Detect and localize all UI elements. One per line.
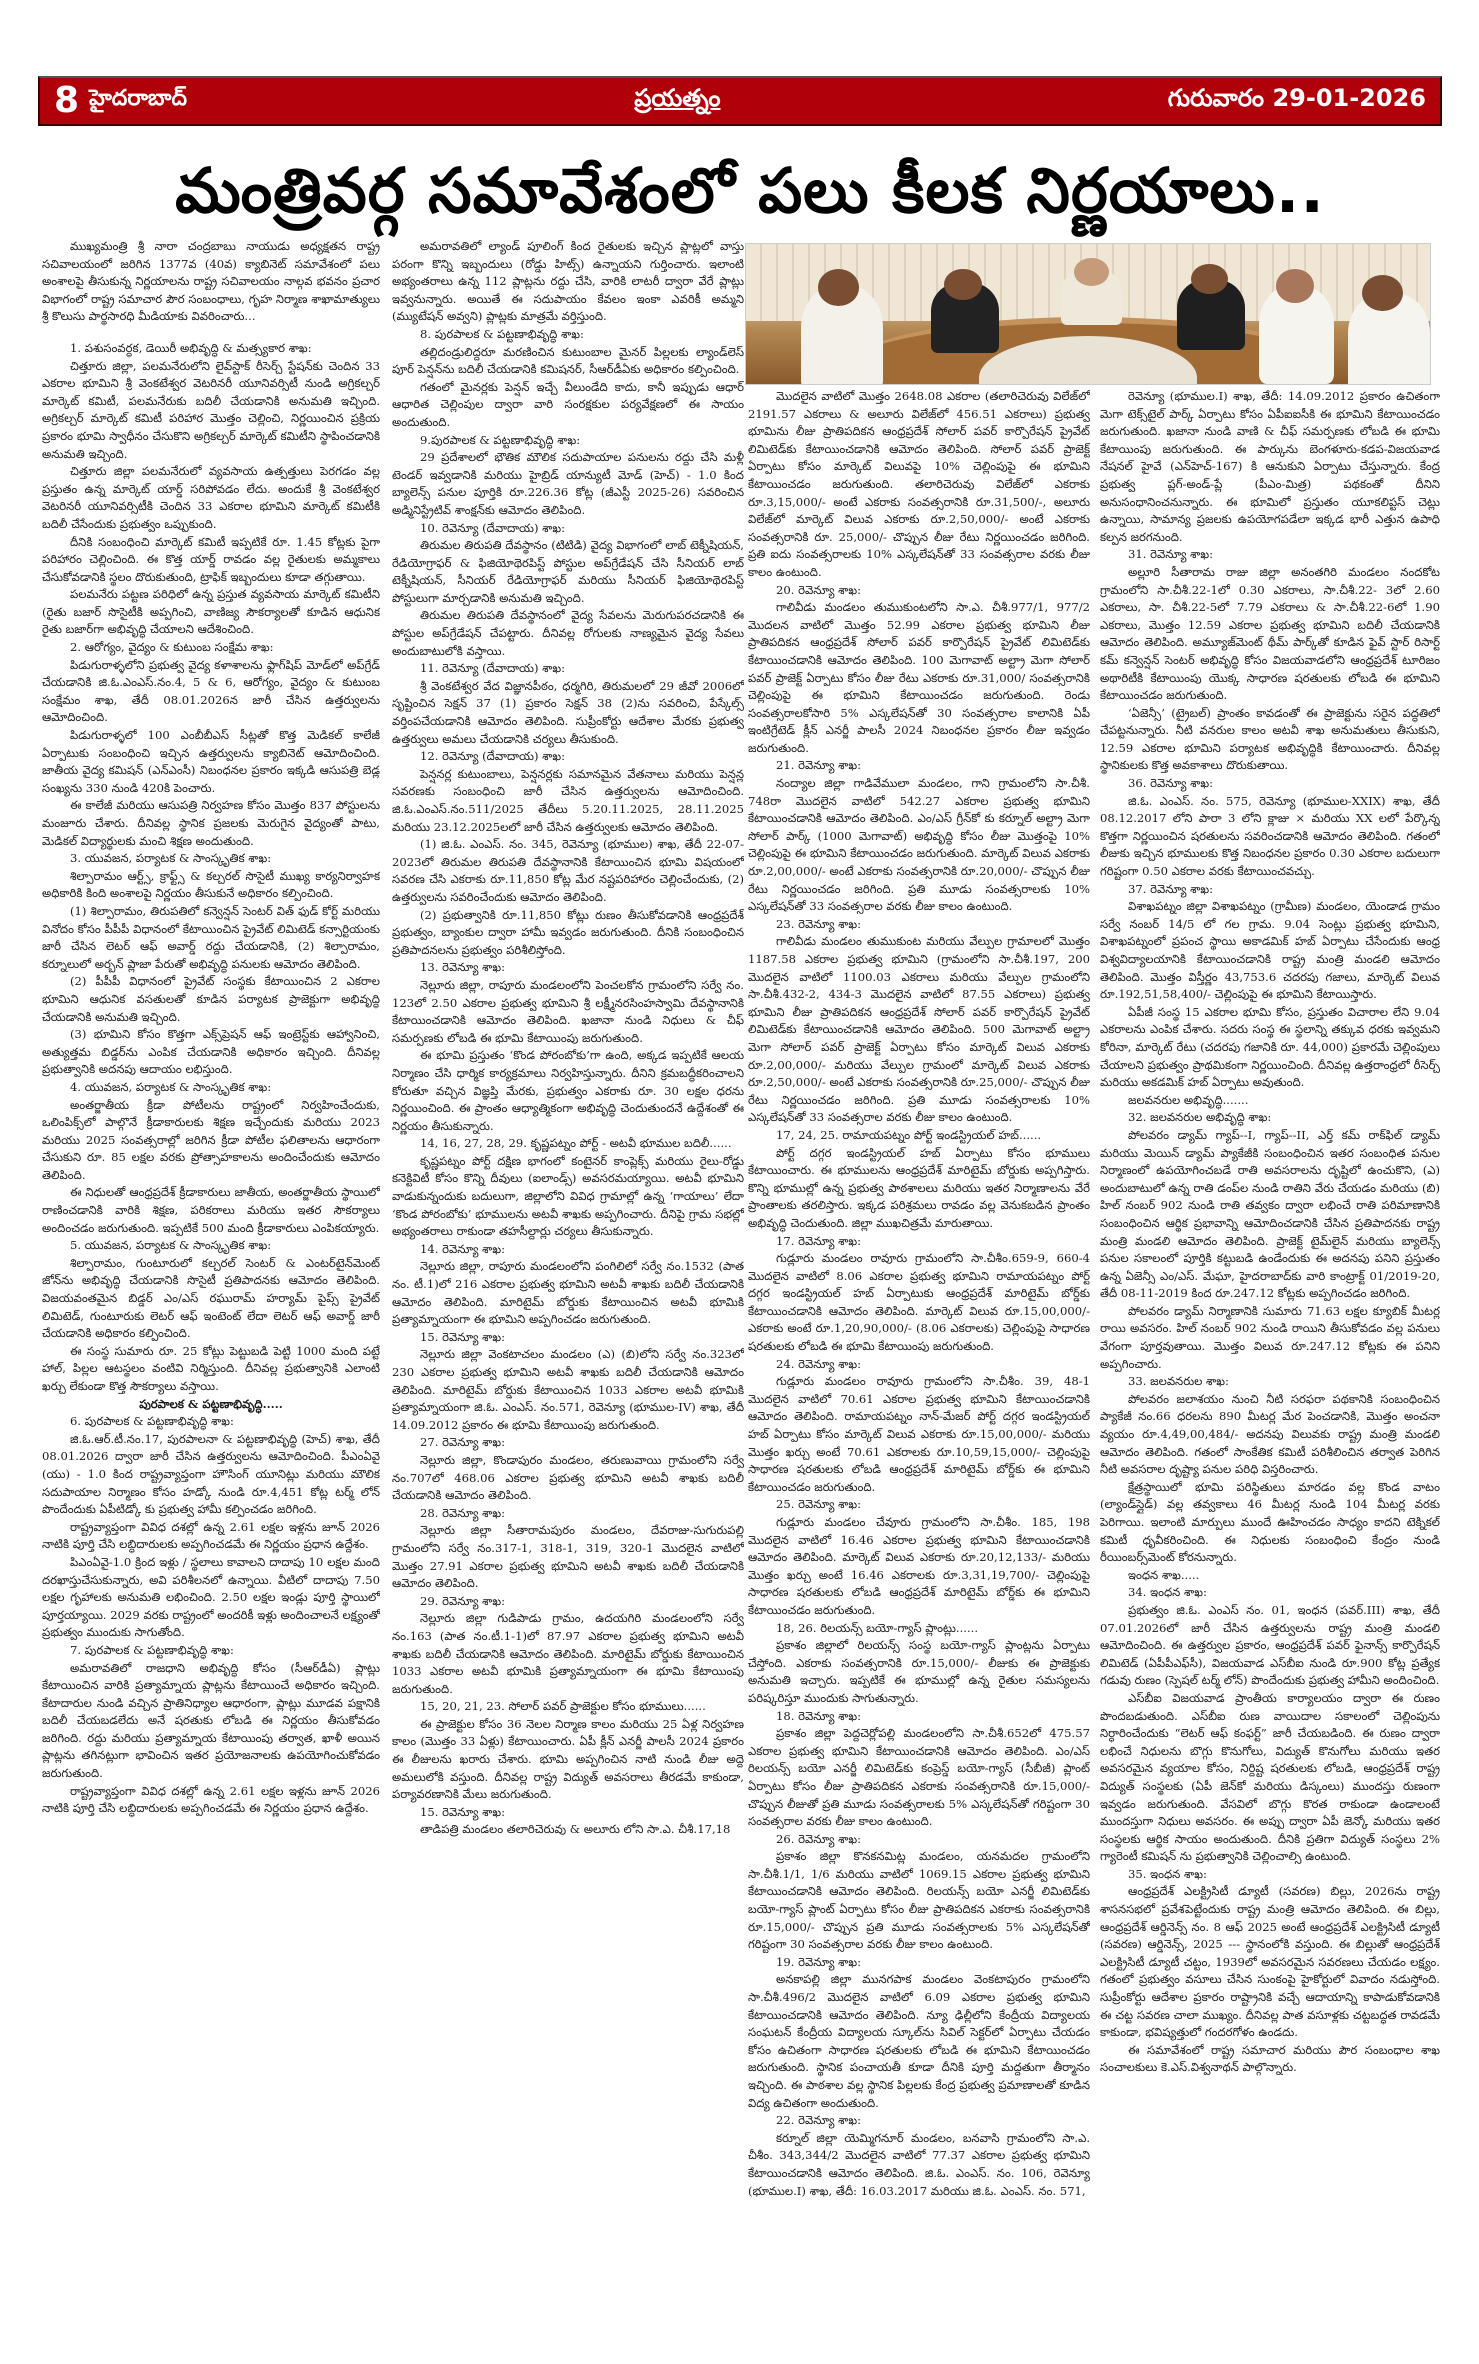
- masthead-banner: [38, 76, 1442, 126]
- article-paragraph: అంతర్జాతీయ క్రీడా పోటీలను రాష్ట్రంలో నిర్వహించేందుకు, ఒలింపిక్స్‌లో పాల్గొనే క్రీడాకారులకు శిక్షణ ఇచ్చేందుకు మరియు 2023 మరియు 2025 సంవత్సరాల్లో జరిగిన క్రీడా పోటీల ఫలితాలను ఆధారంగా చేసుకుని రూ. 85 లక్షల వరకు ప్రోత్సాహకాలను అందించేందుకు ఆమోదం తెలిపింది.: [42, 1097, 380, 1182]
- article-paragraph: చిత్తూరు జిల్లా పలమనేరులో వ్యవసాయ ఉత్పత్తులు పెరగడం వల్ల ప్రస్తుతం ఉన్న మార్కెట్ యార్డ్ సరిపోవడం లేదు. అందుకే శ్రీ వెంకటేశ్వర వెటరినరీ యూనివర్సిటీకి చెందిన 33 ఎకరాల భూమిని మార్కెట్ కమిటీకి బదిలీ చేసేందుకు ప్రభుత్వం ఒప్పుకుంది.: [42, 464, 380, 531]
- article-column-3: [748, 388, 1090, 2278]
- edition-date: గురువారం 29-01-2026: [1167, 84, 1426, 112]
- section-heading: 12. రెవెన్యూ (దేవాదాయ) శాఖ:: [420, 749, 566, 764]
- article-paragraph: ఈ సమావేశంలో రాష్ట్ర సమాచార మరియు పౌర సంబంధాల శాఖ సంచాలకులు కె.ఎస్.విశ్వనాథన్ పాల్గొన్నారు.: [1100, 2042, 1440, 2075]
- article-paragraph: (1) జి.ఓ. ఎంఎస్. నం. 345, రెవెన్యూ (భూముల) శాఖ, తేదీ 22-07-2023లో తిరుమల తిరుపతి దేవస్థానానికి కేటాయించిన భూమి విషయంలో సవరణ చేసి ఎకరాకు రూ.11,850 కోట్ల మేర నష్టపరిహారం చెల్లించేందుకు, (2) ఉత్తర్వులను సవరించేందుకు ఆమోదం తెలిపింది.: [392, 837, 744, 904]
- article-paragraph: శిల్పారామం, గుంటూరులో కల్చరల్ సెంటర్ & ఎంటర్‌టైన్‌మెంట్ జోన్‌ను అభివృద్ధి చేయడానికి సొసైటీ ప్రతిపాదనకు ఆమోదం తెలిపింది. విజయవంతమైన బిడ్డర్ ఎం/ఎస్ రఘురామ్ హర్యామ్ పైప్స్ ప్రైవేట్ లిమిటెడ్, గుంటూరుకు లెటర్ ఆఫ్ ఇంటెంట్ లేదా లెటర్ ఆఫ్ అవార్డ్ జారీ చేయడానికి అధికారం కల్పించింది.: [42, 1255, 380, 1341]
- article-paragraph: పెన్షనర్ల కుటుంబాలు, పెన్షనర్లకు సమానమైన వేతనాలు మరియు పెన్షన్ల సవరణకు సంబంధించి జారీ చేసిన ఉత్తర్వులను ఆమోదించింది. జి.ఓ.ఎంఎస్.నం.511/2025 తేదీలు 5.20.11.2025, 28.11.2025 మరియు 23.12.2025లలో జారీ చేసిన ఉత్తర్వులకు ఆమోదం తెలిపింది.: [392, 766, 744, 834]
- section-heading: 15, 20, 21, 23. సోలార్ పవర్ ప్రాజెక్టుల కోసం భూములు......: [420, 1699, 706, 1714]
- section-heading: 13. రెవెన్యూ శాఖ:: [420, 960, 506, 975]
- section-heading: 35. ఇంధన శాఖ:: [1128, 1866, 1207, 1881]
- article-paragraph: తల్లిదండ్రులిద్దరూ మరణించిన కుటుంబాల మైనర్ పిల్లలకు ల్యాండ్‌లెస్ పూర్ పెన్షన్‌ను బదిలీ చేయడానికి కమిషనర్, సీఆర్‌డీఏకు అధికారం కల్పించింది.: [392, 344, 744, 377]
- article-paragraph: క్షేత్రస్థాయిలో భూమి పరిస్థితులు మారడం వల్ల కొండ వాటం (ల్యాండ్‌స్లైడ్) వల్ల తవ్వకాలు 46 మీటర్ల నుండి 104 మీటర్ల వరకు పెరిగాయి. ఇలాంటి మార్పులు ముందే ఊహించడం సాధ్యం కాదని టెక్నికల్ కమిటీ ధృవీకరించింది. ఈ నిధులకు సంబంధించి కేంద్రం నుండి రీయింబర్స్‌మెంట్ కోరనున్నారు.: [1100, 1479, 1440, 1565]
- article-paragraph: నెల్లూరు జిల్లా గుడిపాడు గ్రామం, ఉదయగిరి మండలంలోని సర్వే నం.163 (పాత నం.టీ.1-1)లో 87.97 ఎకరాల ప్రభుత్వ భూమిని అటవీ శాఖకు బదిలీ చేయడానికి ఆమోదం తెలిపింది. మారిటైమ్ బోర్డుకు కేటాయించిన 1033 ఎకరాల అటవీ భూమికి ప్రత్యామ్నాయంగా ఈ భూమి కేటాయింపు జరుగుతుంది.: [392, 1611, 744, 1696]
- section-heading: 11. రెవెన్యూ (దేవాదాయ) శాఖ:: [420, 661, 566, 676]
- article-paragraph: ఈ నిధులతో ఆంధ్రప్రదేశ్ క్రీడాకారులు జాతీయ, అంతర్జాతీయ స్థాయిలో రాణించడానికి వారికి శిక్షణ, పరికరాలు మరియు ఇతర సౌకర్యాలు అందించడం జరుగుతుంది. ఇప్పటికే 500 మంది క్రీడాకారులు ఎంపికయ్యారు.: [42, 1185, 380, 1235]
- article-paragraph: ఈ సంస్థ సుమారు రూ. 25 కోట్లు పెట్టుబడి పెట్టి 1000 మంది పట్టే హాల్, పిల్లల ఆటస్థలం వంటివి నిర్మిస్తుంది. దీనివల్ల ప్రభుత్వానికి ఎలాంటి ఖర్చు లేకుండా కొత్త సౌకర్యాలు వస్తాయి.: [42, 1343, 380, 1393]
- article-paragraph: దీనికి సంబంధించి మార్కెట్ కమిటీ ఇప్పటికే రూ. 1.45 కోట్లకు పైగా పరిహారం చెల్లించింది. ఈ కొత్త యార్డ్ రావడం వల్ల రైతులకు అమ్మకాలు చేసుకోవడానికి స్థలం దొరుకుతుంది, ట్రాఫిక్ ఇబ్బందులు కూడా తగ్గుతాయి.: [42, 534, 380, 584]
- article-paragraph: కృష్ణపట్నం పోర్ట్ దక్షిణ భాగంలో కంటైనర్ కాంప్లెక్స్ మరియు రైలు-రోడ్డు కనెక్టివిటీ కోసం కొన్ని దీవులు (ఐలాండ్స్) అవసరమయ్యాయి. అటవీ భూమిని వాడుకున్నందుకు బదులుగా, జిల్లాలోని వివిధ గ్రామాల్లో ఉన్న ‘గాయాలు’ లేదా ‘కొండ పోరంబోకు’ భూములను అటవీ శాఖకు అప్పగించారు. దీనిపై గ్రామ సభల్లో అభ్యంతరాలు రాకుండా తహసీల్దార్లు చర్యలు తీసుకున్నారు.: [392, 1153, 744, 1239]
- article-paragraph: ఈ భూమి ప్రస్తుతం ‘కొండ పోరంబోకు’గా ఉంది, అక్కడ ఇప్పటికే ఆలయ నిర్మాణం చేసి ధార్మిక కార్యక్రమాలు నిర్వహిస్తున్నారు. దీనిని క్రమబద్ధీకరించాలని కోరుతూ వచ్చిన విజ్ఞప్తి మేరకు, ప్రభుత్వం ఎకరాకు రూ. 30 లక్షల ధరను నిర్ణయించింది. ఈ ప్రాంతం ఆధ్యాత్మికంగా అభివృద్ధి చెందుతుందనే ఉద్దేశంతో ఈ నిర్ణయం తీసుకున్నారు.: [392, 1048, 744, 1133]
- section-heading: 33. జలవనరుల శాఖ:: [1128, 1374, 1229, 1389]
- section-heading: 21. రెవెన్యూ శాఖ:: [776, 758, 862, 773]
- article-paragraph: (3) భూమిని కోసం కొత్తగా ఎక్స్‌ప్రెషన్ ఆఫ్ ఇంట్రెస్ట్‌కు ఆహ్వానించి, అత్యుత్తమ బిడ్డర్‌ను ఎంపిక చేయడానికి అధికారం ఇచ్చింది. దీనివల్ల ప్రభుత్వానికి అదనపు ఆదాయం లభిస్తుంది.: [42, 1027, 380, 1077]
- article-column-2: [392, 238, 744, 2278]
- article-paragraph: కర్నూల్ జిల్లా యెమ్మిగనూర్ మండలం, బనవాసి గ్రామంలోని సా.ఎ. చీశీం. 343,344/2 మొదలైన వాటిలో 77.37 ఎకరాల ప్రభుత్వ భూమిని కేటాయించడానికి ఆమోదం తెలిపింది. జి.ఓ. ఎంఎస్. నం. 106, రెవెన్యూ (భూముల.I) శాఖ, తేదీ: 16.03.2017 మరియు జి.ఓ. ఎంఎస్. నం. 571,: [748, 2130, 1090, 2198]
- edition-city: హైదరాబాద్: [89, 86, 188, 111]
- section-heading: 36. రెవెన్యూ శాఖ:: [1128, 776, 1214, 791]
- section-heading: 23. రెవెన్యూ శాఖ:: [776, 916, 862, 931]
- section-heading: 24. రెవెన్యూ శాఖ:: [776, 1356, 862, 1371]
- article-paragraph: ప్రకాశం జిల్లాలో రిలయన్స్ సంస్థ బయో-గ్యాస్ ప్లాంట్లను ఏర్పాటు చేస్తోంది. ఎకరాకు సంవత్సరానికి రూ.15,000/- లీజుకు ఈ ప్రాజెక్టుకు అనుమతి ఇచ్చారు. ఇప్పటికే ఈ భూముల్లో ఉన్న రైతుల సమస్యలను పరిష్కరిస్తూ ముందుకు సాగుతున్నారు.: [748, 1638, 1090, 1705]
- section-heading: 28. రెవెన్యూ శాఖ:: [420, 1505, 506, 1520]
- page-headline: మంత్రివర్గ సమావేశంలో పలు కీలక నిర్ణయాలు..: [175, 154, 1325, 227]
- article-paragraph: శ్రీ వెంకటేశ్వర వేద విజ్ఞానపీఠం, ధర్మగిరి, తిరుమలలో 29 జీవో 2006లో సృష్టించిన సెక్షన్ 37 (1) ప్రకారం సెక్షన్ 38 (2)ను సవరించి, పేస్కేల్స్ వర్తింపచేయడానికి ఆమోదం తెలిపింది. సుప్రీంకోర్టు ఆదేశాల మేరకు ప్రభుత్వ ఉత్తర్వులు అమలు చేయడానికి చర్యలు తీసుకుంది.: [392, 678, 744, 746]
- article-paragraph: జి.ఓ.ఆర్.టీ.నం.17, పురపాలనా & పట్టణాభివృద్ధి (హెచ్) శాఖ, తేదీ 08.01.2026 ద్వారా జారీ చేసిన ఉత్తర్వులను ఆమోదించింది. పీఎంఏవై (యు) - 1.0 కింద రాష్ట్రవ్యాప్తంగా హౌసింగ్ యూనిట్లు మరియు మౌలిక సదుపాయాల నిర్మాణం కోసం హడ్కో నుండి రూ.4,451 కోట్ల టర్మ్ లోన్ పొందేందుకు ఏపీటిడ్కో కు ప్రభుత్వ హామీ కల్పించడం జరిగింది.: [42, 1431, 380, 1517]
- page-number: 8: [54, 80, 80, 121]
- section-heading: 9.పురపాలక & పట్టణాభివృద్ధి శాఖ:: [420, 432, 581, 447]
- article-paragraph: ఏపీజీ సంస్థ 15 ఎకరాల భూమి కోసం, ప్రస్తుతం విచారాల లేని 9.04 ఎకరాలను ఎంపిక చేశారు. సదరు సంస్థ ఈ స్థలాన్ని తక్కువ ధరకు ఇవ్వమని కోరినా, మార్కెట్ రేటు (చదరపు గజానికి రూ. 44,000) ప్రకారమే చెల్లింపులు చేయాలని ప్రభుత్వం ప్రాథమికంగా నిర్ణయించింది. దీనివల్ల ఉత్తరాంధ్రలో రీసెర్చ్ మరియు అకడమిక్ హబ్ ఏర్పాటు అవుతుంది.: [1100, 1004, 1440, 1090]
- section-heading: 34. ఇంధన శాఖ:: [1128, 1585, 1207, 1600]
- article-paragraph: (2) ప్రభుత్వానికి రూ.11,850 కోట్లు రుణం తీసుకోవడానికి ఆంధ్రప్రదేశ్ ప్రభుత్వం, బ్యాంకుల ద్వారా హామీ ఇవ్వడం జరుగుతుంది. దీనికి సంబంధించిన ప్రతిపాదనలను ప్రభుత్వం పరిశీలిస్తోంది.: [392, 907, 744, 957]
- section-heading: 18. రెవెన్యూ శాఖ:: [776, 1708, 862, 1723]
- article-paragraph: ముఖ్యమంత్రి శ్రీ నారా చంద్రబాబు నాయుడు అధ్యక్షతన రాష్ట్ర సచివాలయంలో జరిగిన 1377వ (40వ) క్యాబినెట్ సమావేశంలో పలు అంశాలపై తీసుకున్న నిర్ణయాలను రాష్ట్ర సచివాలయం నాల్గవ భవనం ప్రచార విభాగంలో రాష్ట్ర సమాచార పౌర సంబంధాలు, గృహ నిర్మాణ శాఖామాత్యులు శ్రీ కొలుసు పార్థసారధి మీడియాకు వివరించారు...: [42, 239, 380, 324]
- newspaper-name: ప్రయత్నం: [634, 84, 721, 112]
- article-paragraph: గాలివీడు మండలం తుముకుంట మరియు వేల్పుల గ్రామాలలో మొత్తం 1187.58 ఎకరాల ప్రభుత్వ భూమిని (గ్రామంలోని సా.చీశీ.197, 200 మొదలైన వాటిలో 1100.03 ఎకరాలు మరియు వేల్పుల గ్రామంలోని సా.చీశీ.432-2, 434-3 మొదలైన వాటిలో 87.55 ఎకరాలు) ప్రభుత్వ భూమిని లీజు ప్రాతిపదికన ఆంధ్రప్రదేశ్ సోలార్ పవర్ కార్పొరేషన్ ప్రైవేట్ లిమిటెడ్‌కు కేటాయించడానికి ఆమోదం తెలిపింది. 500 మెగావాట్ అల్ట్రా మెగా సోలార్ పవర్ ప్రాజెక్ట్ ఏర్పాటు కోసం మార్కెట్ విలువ ఎకరాకు రూ.2,00,000/- మరియు వేల్పుల గ్రామంలో మార్కెట్ విలువ ఎకరాకు రూ.2,50,000/- అంటే ఎకరాకు సంవత్సరానికి రూ.25,000/- చొప్పున లీజు రేటు నిర్ణయించడం జరిగింది. ప్రతి మూడు సంవత్సరాలకు 10% ఎస్కలేషన్‌తో 33 సంవత్సరాల వరకు లీజు కాలం ఉంటుంది.: [748, 934, 1090, 1125]
- section-heading: 19. రెవెన్యూ శాఖ:: [776, 1954, 862, 1969]
- section-heading: 27. రెవెన్యూ శాఖ:: [420, 1435, 506, 1450]
- article-paragraph: నెల్లూరు జిల్లా, రాపూరు మండలంలోని పెంచలకోన గ్రామంలోని సర్వే నం. 123లో 2.50 ఎకరాల ప్రభుత్వ భూమిని శ్రీ లక్ష్మీనరసింహస్వామి దేవస్థానానికి కేటాయించడానికి ఆమోదం తెలిపింది. ఖజానా నుండి నిధులు & చీఫ్ సమర్పణకు లోబడి ఈ భూమి కేటాయింపు జరుగుతుంది.: [392, 977, 744, 1045]
- article-paragraph: 29 ప్రదేశాలలో భౌతిక మౌలిక సదుపాయాల పనులను రద్దు చేసి మళ్లీ టెండర్ ఇవ్వడానికి మరియు హైబ్రిడ్ యాన్యుటీ మోడ్ (హెచ్) - 1.0 కింద బ్యాలెన్స్ పనుల పూర్తికి రూ.226.36 కోట్ల (జీఎస్టీ 2025-26) సవరించిన అడ్మినిస్ట్రేటివ్ శాంక్షన్‌కు ఆమోదం తెలిపింది.: [392, 450, 744, 517]
- article-paragraph: ఈ కాలేజీ మరియు ఆసుపత్రి నిర్వహణ కోసం మొత్తం 837 పోస్టులను మంజూరు చేశారు. దీనివల్ల స్థానిక ప్రజలకు మెరుగైన వైద్యంతో పాటు, మెడికల్ విద్యార్థులకు మంచి శిక్షణ అందుతుంది.: [42, 798, 380, 848]
- section-heading: 31. రెవెన్యూ శాఖ:: [1128, 547, 1214, 562]
- article-paragraph: నంద్యాల జిల్లా గాడివేములా మండలం, గాని గ్రామంలోని సా.చీశీ. 748రా మొదలైన వాటిలో 542.27 ఎకరాల ప్రభుత్వ భూమిని కేటాయించడానికి ఆమోదం తెలిపింది. ఎం/ఎస్ గ్రీన్‌కో కు కర్నూల్ అల్ట్రా మెగా సోలార్ పార్క్ (1000 మెగావాట్) అభివృద్ధి కోసం లీజు మొత్తంపై 10% చెల్లింపుపై ఈ భూమిని కేటాయించడం జరుగుతుంది. మార్కెట్ విలువ ఎకరాకు రూ.2,00,000/- అంటే ఎకరాకు సంవత్సరానికి రూ.20,000/- చొప్పున లీజు రేటు నిర్ణయించడం జరిగింది. ప్రతి మూడు సంవత్సరాలకు 10% ఎస్కలేషన్‌తో 33 సంవత్సరాల వరకు లీజు కాలం ఉంటుంది.: [748, 776, 1090, 914]
- article-column-1: [42, 238, 380, 2278]
- section-heading: 18, 26. రిలయన్స్ బయో-గ్యాస్ ప్లాంట్లు......: [776, 1620, 979, 1635]
- article-paragraph: పిడుగురాళ్ళలో 100 ఎంబీబీఎస్ సీట్లతో కొత్త మెడికల్ కాలేజీ ఏర్పాటుకు సంబంధించి ఇచ్చిన ఉత్తర్వులను క్యాబినెట్ ఆమోదించింది. జాతీయ వైద్య కమిషన్ (ఎన్ఎంసీ) నిబంధనల ప్రకారం ఇక్కడి ఆసుపత్రి బెడ్ల సంఖ్యను 330 నుండి 420కి పెంచారు.: [42, 728, 380, 795]
- section-heading: 20. రెవెన్యూ శాఖ:: [776, 582, 862, 597]
- article-paragraph: ప్రకాశం జిల్లా పెద్దచెర్లోపల్లి మండలంలోని సా.చీశీ.652లో 475.57 ఎకరాల ప్రభుత్వ భూమిని కేటాయించడానికి ఆమోదం తెలిపింది. ఎం/ఎస్ రిలయన్స్ బయో ఎనర్జీ లిమిటెడ్‌కు కంప్రెస్డ్ బయో-గ్యాస్ (సీబీజీ) ప్లాంట్ ఏర్పాటు కోసం లీజు ప్రాతిపదికన ఎకరాకు సంవత్సరానికి రూ.15,000/- చొప్పున లీజుతో ప్రతి మూడు సంవత్సరాలకు 5% ఎస్కలేషన్‌తో గరిష్టంగా 30 సంవత్సరాల వరకు లీజు కాలం ఉంటుంది.: [748, 1726, 1090, 1829]
- section-heading: 8. పురపాలక & పట్టణాభివృద్ధి శాఖ:: [420, 326, 584, 341]
- article-paragraph: ప్రభుత్వం జి.ఓ. ఎంఎస్ నం. 01, ఇంధన (పవర్.III) శాఖ, తేదీ 07.01.2026లో జారీ చేసిన ఉత్తర్వులను రాష్ట్ర మంత్రి మండలి ఆమోదించింది. ఈ ఉత్తర్వుల ప్రకారం, ఆంధ్రప్రదేశ్ పవర్ ఫైనాన్స్ కార్పొరేషన్ లిమిటెడ్ (ఏపీపీఎఫ్‌సీ), విజయవాడ ఎస్‌బీఐ నుండి రూ.900 కోట్ల ప్రత్యేక గడువు రుణం (స్పెషల్ టర్మ్ లోన్) పొందేందుకు ప్రభుత్వ హామీని అందించింది.: [1100, 1602, 1440, 1688]
- article-paragraph: గతంలో మైనర్లకు పెన్షన్ ఇచ్చే వీలుండేది కాదు, కానీ ఇప్పుడు ఆధార్ ఆధారిత చెల్లింపుల ద్వారా వారి సంరక్షకుల పర్యవేక్షణలో ఈ సాయం అందుతుంది.: [392, 379, 744, 429]
- article-paragraph: ఆంధ్రప్రదేశ్ ఎలక్ట్రిసిటీ డ్యూటీ (సవరణ) బిల్లు, 2026ను రాష్ట్ర శాసనసభలో ప్రవేశపెట్టేందుకు రాష్ట్ర మంత్రి ఆమోదం తెలిపింది. ఈ బిల్లు, ఆంధ్రప్రదేశ్ ఆర్డినెన్స్ నం. 8 ఆఫ్ 2025 అంటే ఆంధ్రప్రదేశ్ ఎలక్ట్రిసిటీ డ్యూటీ (సవరణ) ఆర్డినెన్స్, 2025 --- స్థానంలోకి వస్తుంది. ఈ బిల్లుతో ఆంధ్రప్రదేశ్ ఎలక్ట్రిసిటీ డ్యూటీ చట్టం, 1939లో అవసరమైన సవరణలు చేయడం లక్ష్యం. గతంలో ప్రభుత్వం వసూలు చేసిన సుంకంపై హైకోర్టులో వివాదం నడుస్తోంది. సుప్రీంకోర్టు ఆదేశాల ప్రకారం రాష్ట్రానికి వచ్చే ఆదాయాన్ని కాపాడుకోవడానికి ఈ చట్ట సవరణ చాలా ముఖ్యం. దీనివల్ల పాత వసూళ్లకు చట్టబద్ధత రావడమే కాకుండా, భవిష్యత్తులో గందరగోళం ఉండదు.: [1100, 1884, 1440, 2040]
- article-paragraph: రెవెన్యూ (భూముల.I) శాఖ, తేదీ: 14.09.2012 ప్రకారం ఉచితంగా మెగా టెక్స్‌టైల్ పార్క్ ఏర్పాటు కోసం ఏపీఐఐసీకి ఈ భూమిని కేటాయించడం జరుగుతుంది. ఖజానా నుండి వాణి & చీఫ్ సమర్పణకు లోబడి ఈ భూమి కేటాయింపు జరుగుతుంది. ఈ పార్కును బెంగళూరు-కడప-విజయవాడ నేషనల్ హైవే (ఎన్‌హెచ్-167) కి ఆనుకుని ఏర్పాటు చేస్తున్నారు. కేంద్ర ప్రభుత్వ ప్లగ్-అండ్-ప్లే (పీఎం-మిత్ర) పథకంతో దీనిని అనుసంధానించనున్నారు. ఈ భూమిలో ప్రస్తుతం యూకలిప్టస్ చెట్లు ఉన్నాయి, సామాన్య ప్రజలకు ఉపయోగపడేలా ఇక్కడ భారీ ఎత్తున ఉపాధి కల్పన జరగనుంది.: [1100, 389, 1440, 544]
- section-heading: 14. రెవెన్యూ శాఖ:: [420, 1241, 506, 1256]
- masthead-left: [54, 80, 188, 121]
- section-heading: జలవనరుల అభివృద్ధి.......: [1128, 1092, 1249, 1107]
- article-body: [42, 238, 1440, 2278]
- section-heading: 4. యువజన, పర్యాటక & సాంస్కృతిక శాఖ:: [70, 1079, 272, 1094]
- article-paragraph: తిరుమల తిరుపతి దేవస్థానం (టిటిడి) వైద్య విభాగంలో లాబ్ టెక్నీషియన్, రేడియోగ్రాఫర్ & ఫిజియోథెరపిస్ట్ పోస్టుల అప్‌గ్రేడేషన్ చేసి సీనియర్ లాబ్ టెక్నీషియన్, సీనియర్ రేడియోగ్రాఫర్ మరియు సీనియర్ ఫిజియోథెరపిస్ట్ పోస్టులుగా మార్చడానికి అనుమతి ఇచ్చింది.: [392, 538, 744, 605]
- section-heading: 26. రెవెన్యూ శాఖ:: [776, 1831, 862, 1846]
- section-heading: 25. రెవెన్యూ శాఖ:: [776, 1497, 862, 1512]
- article-paragraph: నెల్లూరు జిల్లా సీతారామపురం మండలం, దేవరాజు-సుగురుపల్లి గ్రామంలోని సర్వే నం.317-1, 318-1, 319, 320-1 మొదలైన వాటిలో మొత్తం 27.91 ఎకరాల ప్రభుత్వ భూమిని అటవీ శాఖకు బదిలీ చేయడానికి ఆమోదం తెలిపింది.: [392, 1523, 744, 1591]
- article-paragraph: పిఎంఏవై-1.0 క్రింద ఇళ్లు / స్థలాలు కావాలని దాదాపు 10 లక్షల మంది దరఖాస్తుచేసుకున్నారు, అవి పరిశీలనలో ఉన్నాయి. వీటిలో దాదాపు 7.50 లక్షల గృహాలకు అనుమతి లభించింది. 2.50 లక్షల ఇండ్లు పూర్తి స్థాయిలో పూర్తయ్యాయి. 2029 వరకు రాష్ట్రంలో అందరికీ ఇళ్లు అందించాలనే లక్ష్యంతో ప్రభుత్వం ముందుకు సాగుతోంది.: [42, 1554, 380, 1640]
- article-paragraph: గుడ్లూరు మండలం చేవూరు గ్రామంలోని సా.చీశీం. 185, 198 మొదలైన వాటిలో 16.46 ఎకరాల ప్రభుత్వ భూమిని కేటాయించడానికి ఆమోదం తెలిపింది. మార్కెట్ విలువ ఎకరాకు రూ.20,12,133/- మరియు మొత్తం ఖర్చు అంటే 16.46 ఎకరాలకు రూ.3,31,19,700/- చెల్లింపుపై సాధారణ షరతులకు లోబడి ఆంధ్రప్రదేశ్ మారిటైమ్ బోర్డ్‌కు ఈ భూమిని కేటాయించడం జరుగుతుంది.: [748, 1515, 1090, 1617]
- article-paragraph: గుడ్లూరు మండలం రావూరు గ్రామంలోని సా.చీశీం.659-9, 660-4 మొదలైన వాటిలో 8.06 ఎకరాల ప్రభుత్వ భూమిని రామాయపట్నం పోర్ట్ దగ్గర ఇండస్ట్రియల్ హబ్ ఏర్పాటుకు ఆంధ్రప్రదేశ్ మారిటైమ్ బోర్డ్‌కు కేటాయించడానికి ఆమోదం తెలిపింది. మార్కెట్ విలువ రూ.15,00,000/- ఎకరాకు అంటే రూ.1,20,90,000/- (8.06 ఎకరాలకు) చెల్లింపుపై సాధారణ షరతులకు లోబడి ఈ భూమి కేటాయింపు జరుగుతుంది.: [748, 1251, 1090, 1354]
- article-paragraph: మొదలైన వాటిలో మొత్తం 2648.08 ఎకరాల (తలారిచెరువు విలేజ్‌లో 2191.57 ఎకరాలు & అలూరు విలేజ్‌లో 456.51 ఎకరాలు) ప్రభుత్వ భూమిను లీజు ప్రాతిపదికన ఆంధ్రప్రదేశ్ సోలార్ పవర్ కార్పొరేషన్ ప్రైవేట్ లిమిటెడ్‌కు కేటాయించడానికి ఆమోదం తెలిపింది. సోలార్ పవర్ ప్రాజెక్ట్ ఏర్పాటు కోసం మార్కెట్ విలువపై 10% చెల్లింపుపై ఈ భూమిని కేటాయించడం జరుగుతుంది. తలారిచెరువు విలేజ్‌లో ఎకరాకు రూ.3,15,000/- అంటే ఎకరాకు సంవత్సరానికి రూ.31,500/-, అలూరు విలేజ్‌లో మార్కెట్ విలువ ఎకరాకు రూ.2,50,000/- అంటే ఎకరాకు సంవత్సరానికి రూ. 25,000/- చొప్పున లీజు రేటు నిర్ణయించడం జరిగింది. ప్రతి ఐదు సంవత్సరాలకు 10% ఎస్కలేషన్‌తో 33 సంవత్సరాల వరకు లీజు కాలం ఉంటుంది.: [748, 389, 1090, 579]
- article-paragraph: తిరుమల తిరుపతి దేవస్థానంలో వైద్య సేవలను మెరుగుపరచడానికి ఈ పోస్టుల అప్‌గ్రేడేషన్ చేపట్టారు. దీనివల్ల రోగులకు నాణ్యమైన వైద్య సేవలు అందుబాటులోకి వస్తాయి.: [392, 608, 744, 658]
- section-heading: 2. ఆరోగ్యం, వైద్యం & కుటుంబ సంక్షేమ శాఖ:: [70, 640, 274, 655]
- section-heading: 15. రెవెన్యూ శాఖ:: [420, 1329, 506, 1344]
- article-paragraph: (1) శిల్పారామం, తిరుపతిలో కన్వెన్షన్ సెంటర్ విత్ ఫుడ్ కోర్ట్ మరియు వినోదం కోసం పీపీపీ విధానంలో కేటాయించిన ప్రైవేట్ లిమిటెడ్ కన్సార్టియంకు జారీ చేసిన లెటర్ ఆఫ్ అవార్డ్ రద్దు చేయడానికి, (2) శిల్పారామం, కర్నూలులో అర్బన్ ప్లాజా పేరుతో అభివృద్ధి పనులకు ఆమోదం తెలిపింది.: [42, 903, 380, 971]
- article-paragraph: రాష్ట్రవ్యాప్తంగా వివిధ దశల్లో ఉన్న 2.61 లక్షల ఇళ్లను జూన్ 2026 నాటికి పూర్తి చేసి లబ్ధిదారులకు అప్పగించడమే ఈ నిర్ణయం ప్రధాన ఉద్దేశం.: [42, 1783, 380, 1816]
- section-heading: 10. రెవెన్యూ (దేవాదాయ) శాఖ:: [420, 520, 566, 535]
- article-paragraph: విశాఖపట్నం జిల్లా విశాఖపట్నం (గ్రామీణ) మండలం, యెండాడ గ్రామం సర్వే నంబర్ 14/5 లో గల గ్రామ. 9.04 సెంట్లు ప్రభుత్వ భూమిని, విశాఖపట్నంలో ప్రపంచ స్థాయి అకాడమిక్ హబ్ ఏర్పాటు చేసేందుకు ఆంధ్ర విశ్వవిద్యాలయానికి కేటాయించడానికి రాష్ట్ర మంత్రి మండలి ఆమోదం తెలిపింది. మొత్తం విస్తీర్ణం 43,753.6 చదరపు గజాలు, మార్కెట్ విలువ రూ.192,51,58,400/- చెల్లింపుపై ఈ భూమిని కేటాయిస్తారు.: [1100, 899, 1440, 1002]
- article-paragraph: అమరావతిలో ల్యాండ్ పూలింగ్ కింద రైతులకు ఇచ్చిన ప్లాట్లలో వాస్తు పరంగా కొన్ని ఇబ్బందులు (రోడ్డు హిట్స్) ఉన్నాయని గుర్తించారు. ఇలాంటి అభ్యంతరాలు ఉన్న 112 ప్లాట్లను రద్దు చేసి, వారికి లాటరీ ద్వారా వేరే ప్లాట్లు ఇవ్వనున్నారు. అయితే ఈ సదుపాయం కేవలం ఇంకా ఎవరికీ అమ్మని (మ్యుటేషన్ అవ్వని) ప్లాట్లకు మాత్రమే వర్తిస్తుంది.: [392, 239, 744, 324]
- article-paragraph: ప్రకాశం జిల్లా కొనకనమిట్ల మండలం, యనమదల గ్రామంలోని సా.చీశీ.1/1, 1/6 మరియు వాటిలో 1069.15 ఎకరాల ప్రభుత్వ భూమిని కేటాయించడానికి ఆమోదం తెలిపింది. రిలయన్స్ బయో ఎనర్జీ లిమిటెడ్‌కు బయో-గ్యాస్ ప్లాంట్ ఏర్పాటు కోసం లీజు ప్రాతిపదికన ఎకరాకు సంవత్సరానికి రూ.15,000/- చొప్పున ప్రతి మూడు సంవత్సరాలకు 5% ఎస్కలేషన్‌తో గరిష్టంగా 30 సంవత్సరాల వరకు లీజు కాలం ఉంటుంది.: [748, 1849, 1090, 1952]
- article-paragraph: పోలవరం జలాశయం నుంచి నీటి సరఫరా పథకానికి సంబంధించిన ప్యాకేజీ నం.66 ధరలను 890 మీటర్ల మేర పెంచడానికి, మొత్తం అంచనా వ్యయం రూ.4,49,00,484/- అదనపు విలువకు రాష్ట్ర మంత్రి మండలి ఆమోదం తెలిపింది. గతంలో సాంకేతిక కమిటీ పరిశీలించిన తర్వాత పెరిగిన నీటి అవసరాల దృష్ట్యా పనుల పరిధి విస్తరించారు.: [1100, 1391, 1440, 1477]
- article-paragraph: (2) పీపీపీ విధానంలో ప్రైవేట్ సంస్థకు కేటాయించిన 2 ఎకరాల భూమిని ఆధునిక వసతులతో కూడిన పర్యాటక ప్రాజెక్టుగా అభివృద్ధి చేయడానికి అనుమతి ఇచ్చింది.: [42, 974, 380, 1024]
- section-heading: 3. యువజన, పర్యాటక & సాంస్కృతిక శాఖ:: [70, 851, 272, 866]
- article-paragraph: రాష్ట్రవ్యాప్తంగా వివిధ దశల్లో ఉన్న 2.61 లక్షల ఇళ్లను జూన్ 2026 నాటికి పూర్తి చేసి లబ్ధిదారులకు అప్పగించడమే ఈ నిర్ణయం ప్రధాన ఉద్దేశం.: [42, 1519, 380, 1552]
- section-heading: 14, 16, 27, 28, 29. కృష్ణపట్నం పోర్ట్ - అటవీ భూముల బదిలీ......: [420, 1136, 732, 1151]
- article-paragraph: పోర్ట్ దగ్గర ఇండస్ట్రియల్ హబ్ ఏర్పాటు కోసం భూములు కేటాయించారు. ఈ భూములను ఆంధ్రప్రదేశ్ మారిటైమ్ బోర్డుకు అప్పగిస్తారు. కొన్ని భూముల్లో ఉన్న ప్రభుత్వ పాఠశాలలు మరియు ఇతర నిర్మాణాలను వేరే ప్రాంతాలకు తరలిస్తారు. ఇక్కడ పరిశ్రమలు రావడం వల్ల వెనుకబడిన ప్రాంతం అభివృద్ధి చెందుతుంది. జిల్లా ముఖచిత్రమే మారుతాయి.: [748, 1145, 1090, 1230]
- section-heading: 7. పురపాలక & పట్టణాభివృద్ధి శాఖ:: [70, 1642, 234, 1657]
- section-heading: 17. రెవెన్యూ శాఖ:: [776, 1233, 862, 1248]
- article-paragraph: తాడిపత్రి మండలం తలారిచెరువు & అలూరు లోని సా.ఎ. చీశీ.17,18: [420, 1822, 731, 1837]
- article-paragraph: జి.ఓ. ఎంఎస్. నం. 575, రెవెన్యూ (భూముల-XXIX) శాఖ, తేదీ 08.12.2017 లోని పారా 3 లోని క్లాజు × మరియు XX లలో పేర్కొన్న కొత్తగా నిర్ణయించిన షరతులను సవరించడానికి ఆమోదం తెలిపింది. గతంలో లీజుకు ఇచ్చిన భూములకు కొత్త నిబంధనల ప్రకారం 0.30 ఎకరాల బదులుగా గరిష్టంగా 0.50 ఎకరాల వరకు కేటాయించవచ్చు.: [1100, 793, 1440, 879]
- section-heading: 17, 24, 25. రామాయపట్నం పోర్ట్ ఇండస్ట్రియల్ హబ్......: [776, 1127, 1042, 1142]
- section-heading: 32. జలవనరుల అభివృద్ధి శాఖ:: [1128, 1110, 1272, 1125]
- article-paragraph: నెల్లూరు జిల్లా, కొండాపురం మండలం, తరుణువాయి గ్రామంలోని సర్వే నం.707లో 468.06 ఎకరాల ప్రభుత్వ భూమిని అటవీ శాఖకు బదిలీ చేయడానికి ఆమోదం తెలిపింది.: [392, 1452, 744, 1503]
- article-paragraph: ఎస్‌బీఐ విజయవాడ ప్రాంతీయ కార్యాలయం ద్వారా ఈ రుణం పొందబడుతుంది. ఎస్‌బీఐ రుణ వాయిదాల సకాలంలో చెల్లింపును నిర్ధారించేందుకు “లెటర్ ఆఫ్ కంఫర్ట్” జారీ చేయబడింది. ఈ రుణం ద్వారా లభించే నిధులను బొగ్గు కొనుగోలు, విద్యుత్ కొనుగోలు మరియు ఇతర అవసరమైన వ్యయాల కోసం, నిర్దిష్ట షరతులకు లోబడి, ఆంధ్రప్రదేశ్ రాష్ట్ర విద్యుత్ సంస్థలకు (ఏపీ జెన్‌కో మరియు డిస్కంలు) ముందస్తు రుణంగా ఇవ్వడం జరుగుతుంది. వేసవిలో బొగ్గు కొరత రాకుండా ఉండాలంటే ముందస్తుగా నిధులు అవసరం. ఈ అప్పు ద్వారా ఏపీ జెన్కో మరియు ఇతర సంస్థలకు ఆర్థిక సాయం అందుతుంది. దీనికి ప్రతిగా విద్యుత్ సంస్థలు 2% గ్యారెంటీ కమిషన్ ను ప్రభుత్వానికి చెల్లించాల్సి ఉంటుంది.: [1100, 1690, 1440, 1864]
- section-heading: ఇంధన శాఖ.....: [1128, 1567, 1200, 1582]
- section-heading: 6. పురపాలక & పట్టణాభివృద్ధి శాఖ:: [70, 1414, 234, 1429]
- section-heading: 1. పశుసంవర్ధక, డెయిరీ అభివృద్ధి & మత్స్యకార శాఖ:: [70, 340, 312, 355]
- article-paragraph: పలమనేరు పట్టణ పరిధిలో ఉన్న ప్రస్తుత వ్యవసాయ మార్కెట్ కమిటీని (రైతు బజార్ సొసైటీకి అప్పగించి, వాణిజ్య సౌకర్యాలతో కూడిన ఆధునిక రైతు బజార్‌గా అభివృద్ధి చేయాలని ఆదేశించింది.: [42, 587, 380, 637]
- article-paragraph: శిల్పారామం ఆర్ట్స్, క్రాఫ్ట్స్ & కల్చరల్ సొసైటీ ముఖ్య కార్యనిర్వాహక అధికారికి కింది అంశాలపై నిర్ణయం తీసుకునే అధికారం కల్పించింది.: [42, 868, 380, 901]
- article-column-4: [1100, 388, 1440, 2278]
- article-paragraph: అనకాపల్లి జిల్లా మునగపాక మండలం వెంకటాపురం గ్రామంలోని సా.చీశీ.496/2 మొదలైన వాటిలో 6.09 ఎకరాల ప్రభుత్వ భూమిని కేటాయించడానికి ఆమోదం తెలిపింది. న్యూ ఢిల్లీలోని కేంద్రీయ విద్యాలయ సంఘటన్ కేంద్రీయ విద్యాలయ స్కూల్‌ను సివిల్ సెక్టర్‌లో ఏర్పాటు చేయడం కోసం ఉచితంగా సాధారణ షరతులకు లోబడి ఈ భూమిని కేటాయించడం జరుగుతుంది. స్థానిక పంచాయతీ కూడా దీనికి పూర్తి మద్దతుగా తీర్మానం ఇచ్చింది. ఈ పాఠశాల వల్ల స్థానిక పిల్లలకు కేంద్ర ప్రభుత్వ ప్రమాణాలతో కూడిన విద్య ఉచితంగా అందుతుంది.: [748, 1972, 1090, 2110]
- article-paragraph: ఈ ప్రాజెక్టుల కోసం 36 నెలల నిర్మాణ కాలం మరియు 25 ఏళ్ల నిర్వహణ కాలం (మొత్తం 33 ఏళ్లు) కేటాయించారు. ఏపీ క్లీన్ ఎనర్జీ పాలసీ 2024 ప్రకారం ఈ లీజులను ఖరారు చేశారు. భూమి అప్పగించిన నాటి నుండి లీజు అద్దె అమలులోకి వస్తుంది. దీనివల్ల రాష్ట్ర విద్యుత్ అవసరాలు తీరడమే కాకుండా, పర్యావరణానికి మేలు జరుగుతుంది.: [392, 1716, 744, 1802]
- article-paragraph: చిత్తూరు జిల్లా, పలమనేరులోని లైవ్‌స్టాక్ రీసెర్చ్ స్టేషన్‌కు చెందిన 33 ఎకరాల భూమిని శ్రీ వెంకటేశ్వర వెటరినరీ యూనివర్సిటీ నుండి అగ్రికల్చర్ మార్కెట్ కమిటీ, పలమనేరుకు బదిలీ చేయడానికి అనుమతి ఇచ్చింది. అగ్రికల్చర్ మార్కెట్ కమిటీ పరిహార మొత్తం చెల్లించి, నిర్ణయించిన ప్రక్రియ ప్రకారం భూమి స్వాధీనం చేసుకొని అగ్రికల్చర్ మార్కెట్ కమిటీని స్థాపించడానికి అనుమతి ఇచ్చింది.: [42, 358, 380, 461]
- article-paragraph: గాలివీడు మండలం తుముకుంటలోని సా.ఎ. చీశీ.977/1, 977/2 మొదలన వాటిలో మొత్తం 52.99 ఎకరాల ప్రభుత్వ భూమిని లీజు ప్రాతిపదికన ఆంధ్రప్రదేశ్ సోలార్ పవర్ కార్పొరేషన్ ప్రైవేట్ లిమిటెడ్‌కు కేటాయించడానికి ఆమోదం తెలిపింది. 100 మెగావాట్ అల్ట్రా మెగా సోలార్ పవర్ ప్రాజెక్ట్ ఏర్పాటు కోసం లీజు రేటు ఎకరాకు రూ.31,000/ సంవత్సరానికి చెల్లింపుపై ఈ భూమిని కేటాయించడం జరుగుతుంది. రెండు సంవత్సరాలకోసారి 5% ఎస్కలేషన్‌తో 30 సంవత్సరాల కాలానికి ఏపీ ఇంటిగ్రేటెడ్ క్లీన్ ఎనర్జీ పాలసీ 2024 నిబంధనల ప్రకారం లీజు ఇవ్వడం జరుగుతుంది.: [748, 600, 1090, 755]
- article-paragraph: నెల్లూరు జిల్లా వెంకటాచలం మండలం (ఎ) (బి)లోని సర్వే నం.323లో 230 ఎకరాల ప్రభుత్వ భూమిని అటవీ శాఖకు బదిలీ చేయడానికి ఆమోదం తెలిపింది. మారిటైమ్ బోర్డుకు కేటాయించిన 1033 ఎకరాల అటవీ భూమికి ప్రత్యామ్నాయంగా జి.ఓ. ఎంఎస్. నం.571, రెవెన్యూ (భూముల-IV) శాఖ, తేదీ 14.09.2012 ప్రకారం ఈ భూమి కేటాయింపు జరుగుతుంది.: [392, 1347, 744, 1432]
- article-paragraph: గుడ్లూరు మండలం రావూరు గ్రామంలోని సా.చీశీం. 39, 48-1 మొదలైన వాటిలో 70.61 ఎకరాల ప్రభుత్వ భూమిని కేటాయించడానికి ఆమోదం తెలిపింది. రామాయపట్నం నాన్-మేజర్ పోర్ట్ దగ్గర ఇండస్ట్రియల్ హబ్ ఏర్పాటు కోసం మార్కెట్ విలువ ఎకరాకు రూ.15,00,000/- మరియు మొత్తం ఖర్చు అంటే 70.61 ఎకరాలకు రూ.10,59,15,000/- చెల్లింపుపై సాధారణ షరతులకు లోబడి ఆంధ్రప్రదేశ్ మారిటైమ్ బోర్డ్‌కు ఈ భూమిని కేటాయించడం జరుగుతుంది.: [748, 1374, 1090, 1494]
- section-heading: 5. యువజన, పర్యాటక & సాంస్కృతిక శాఖ:: [70, 1238, 272, 1253]
- section-heading: 29. రెవెన్యూ శాఖ:: [420, 1593, 506, 1608]
- article-paragraph: పోలవరం డ్యామ్ నిర్మాణానికి సుమారు 71.63 లక్షల క్యూబిక్ మీటర్ల రాయి అవసరం. హిల్ నంబర్ 902 నుండి రాయిని తీసుకోవడం వల్ల పనులు వేగంగా పూర్తవుతాయి. మొత్తం విలువ రూ.247.12 కోట్లకు ఈ పనిని అప్పగించారు.: [1100, 1303, 1440, 1371]
- article-paragraph: అల్లూరి సీతారామ రాజు జిల్లా అనంతగిరి మండలం నందకోట గ్రామంలోని సా.చీశీ.22-1లో 0.30 ఎకరాలు, సా.చీశీ.22- 3లో 2.60 ఎకరాలు, సా. చీశీ.22-5లో 7.79 ఎకరాలు & సా.చీశీ.22-6లో 1.90 ఎకరాలు, మొత్తం 12.59 ఎకరాల ప్రభుత్వ భూమిని బదిలీ చేయడానికి ఆమోదం తెలిపింది. అమ్యూజ్‌మెంట్ థీమ్ పార్క్‌తో కూడిన ఫైవ్ స్టార్ రిసార్ట్ కమ్ కన్వెన్షన్ సెంటర్ అభివృద్ధి కోసం విజయవాడలోని ఆంధ్రప్రదేశ్ టూరిజం అథారిటీకి కేటాయింపు యొక్క సాధారణ షరతులకు లోబడి ఈ భూమిని కేటాయించడం జరుగుతుంది.: [1100, 564, 1440, 703]
- section-heading: 22. రెవెన్యూ శాఖ:: [776, 2113, 862, 2128]
- article-paragraph: పోలవరం డ్యామ్ గ్యాప్--I, గ్యాప్--II, ఎర్త్ కమ్ రాక్‌ఫిల్ డ్యామ్ మరియు మెయిన్ డ్యామ్ ప్యాకేజీకి సంబంధించిన ఇతర సంబంధిత పనుల నిర్మాణంలో ఉపయోగించబడే రాతి అవసరాలను దృష్టిలో ఉంచుకొని, (ఎ) అందుబాటులో ఉన్న రాతి డంప్‌ల నుండి రాతిని వేరు చేయడం మరియు (బి) హిల్ నంబర్ 902 నుండి రాతి తవ్వకం ద్వారా లభించే రాతి పరిమాణానికి సంబంధించిన ఆర్థిక ప్రభావాన్ని ఆమోదించడానికి చేసిన ప్రతిపాదనకు రాష్ట్ర మంత్రి మండలి ఆమోదం తెలిపింది. ప్రాజెక్ట్ టైమ్‌లైన్ మరియు బ్యాలెన్స్ పనుల సకాలంలో పూర్తికి కట్టుబడి ఉండేందుకు ఈ అదనపు పనిని ప్రస్తుతం ఉన్న ఏజెన్సీ ఎం/ఎస్. మేఘా, హైదరాబాద్‌కు వారి కాంట్రాక్ట్ 01/2019-20, తేదీ 08-11-2019 కింద రూ.247.12 కోట్లకు అప్పగించడం జరిగింది.: [1100, 1127, 1440, 1301]
- article-paragraph: అమరావతిలో రాజధాని అభివృద్ధి కోసం (సీఆర్‌డీఏ) ప్లాట్లు కేటాయించిన వారికి ప్రత్యామ్నాయ ప్లాట్లను కేటాయించే అధికారం ఇచ్చింది. కేటాదారుల నుండి వచ్చిన ప్రాతినిధ్యాల ఆధారంగా, ప్లాట్లు మూడవ పక్షానికి బదిలీ చేయబడలేదు అనే షరతుకు లోబడి ఈ నిర్ణయం తీసుకోవడం జరిగింది. రద్దు మరియు ప్రత్యామ్నాయ కేటాయింపు తర్వాత, ఖాళీ అయిన ప్లాట్లను తగినట్లుగా భావించిన ఇతర ప్రయోజనాలకు ఉపయోగించుకోవడం జరుగుతుంది.: [42, 1660, 380, 1781]
- article-paragraph: ‘ఏజెన్సీ’ (ట్రైబల్) ప్రాంతం కావడంతో ఈ ప్రాజెక్టును సరైన పద్ధతిలో చేపట్టనున్నారు. నీటి వనరుల కాలం అటవీ శాఖ అనుమతులు తీసుకుని, 12.59 ఎకరాల భూమిని పర్యాటక అభివృద్ధికి కేటాయించారు. దీనివల్ల స్థానికులకు కొత్త అవకాశాలు దొరుకుతాయి.: [1100, 705, 1440, 773]
- subsection-heading: పురపాలక & పట్టణాభివృద్ధి.....: [139, 1396, 283, 1411]
- article-paragraph: పిడుగురాళ్ళలోని ప్రభుత్వ వైద్య కళాశాలను ఫ్లాగ్‌షిప్ మోడ్‌లో అప్‌గ్రేడ్ చేయడానికి జి.ఓ.ఎంఎస్.నం.4, 5 & 6, ఆరోగ్యం, వైద్యం & కుటుంబ సంక్షేమం శాఖ, తేదీ 08.01.2026న జారీ చేసిన ఉత్తర్వులను ఆమోదించింది.: [42, 657, 380, 725]
- section-heading: 37. రెవెన్యూ శాఖ:: [1128, 881, 1214, 896]
- section-heading: 15. రెవెన్యూ శాఖ:: [420, 1804, 506, 1819]
- article-paragraph: నెల్లూరు జిల్లా, రాపూరు మండలంలోని పంగిలిలో సర్వే నం.1532 (పాత నం. టీ.1)లో 216 ఎకరాల ప్రభుత్వ భూమిని అటవీ శాఖకు బదిలీ చేయడానికి ఆమోదం తెలిపింది. మారిటైమ్ బోర్డుకు కేటాయించిన అటవీ భూమికి ప్రత్యామ్నాయంగా ఈ భూమిని అప్పగించడం జరుగుతుంది.: [392, 1259, 744, 1327]
